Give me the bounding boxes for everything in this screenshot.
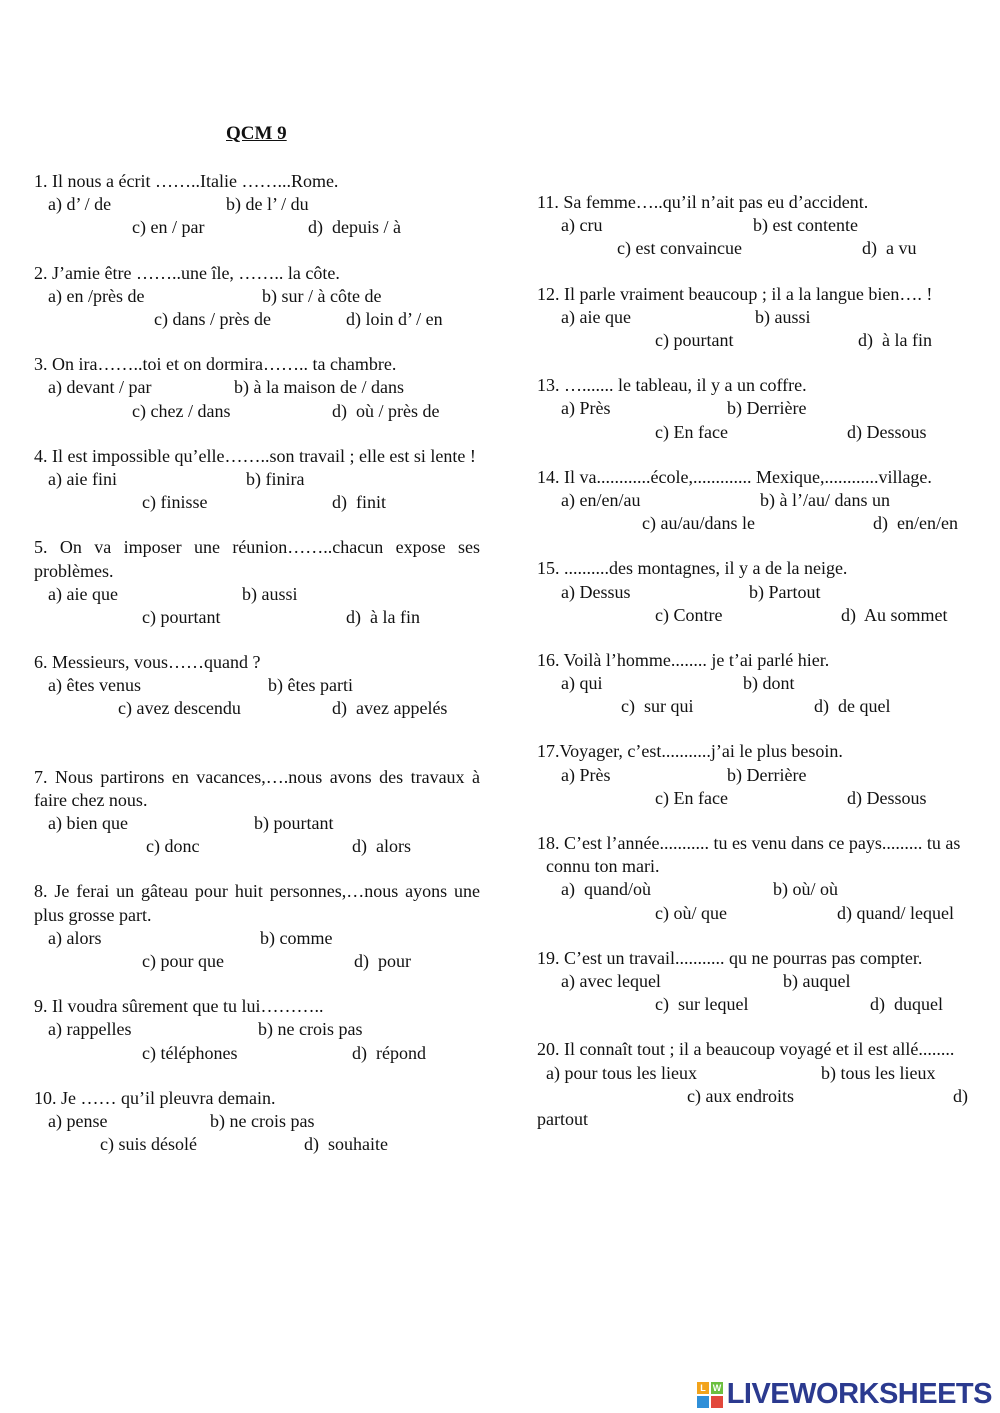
answer-option[interactable]: c) suis désolé <box>100 1134 197 1155</box>
left-question-5 <box>34 536 480 629</box>
right-question-1 <box>537 191 968 261</box>
options-row-2 <box>537 1085 968 1108</box>
answer-option[interactable]: d) finit <box>332 492 386 513</box>
right-question-10 <box>537 1038 968 1131</box>
options-row-2 <box>34 1042 480 1065</box>
answer-option[interactable]: a) pense <box>48 1111 108 1132</box>
answer-option[interactable]: b) auquel <box>783 971 851 992</box>
brand-name: LIVEWORKSHEETS <box>726 1378 992 1410</box>
options-row-2 <box>537 512 968 535</box>
options-row-2 <box>34 606 480 629</box>
answer-option[interactable]: c) pourtant <box>142 606 221 627</box>
answer-option[interactable]: b) êtes parti <box>268 675 353 696</box>
right-question-6 <box>537 649 968 719</box>
answer-option[interactable]: d) répond <box>352 1042 426 1063</box>
question-stem: 2. J’amie être ……..une île, …….. la côte. <box>34 262 340 283</box>
options-row-1 <box>537 397 968 420</box>
answer-option[interactable]: b) aussi <box>242 583 298 604</box>
answer-option-continued[interactable]: partout <box>537 1108 588 1129</box>
right-column <box>537 191 968 1131</box>
answer-option[interactable]: c) est convaincue <box>617 238 742 259</box>
options-row-2 <box>537 604 968 627</box>
page-title: QCM 9 <box>226 123 287 144</box>
answer-option[interactable]: c) téléphones <box>142 1042 238 1063</box>
left-question-3 <box>34 353 480 423</box>
question-stem: 11. Sa femme…..qu’il n’ait pas eu d’accident. <box>537 192 869 212</box>
question-stem: 8. Je ferai un gâteau pour huit personnes,…nous ayons une plus grosse part. <box>34 881 480 925</box>
options-row-1 <box>537 214 968 237</box>
options-row-2 <box>34 697 480 720</box>
right-question-7 <box>537 740 968 810</box>
answer-option[interactable]: d) à la fin <box>858 329 932 350</box>
options-row-2 <box>34 1133 480 1156</box>
right-question-3 <box>537 374 968 444</box>
answer-option[interactable]: b) aussi <box>755 306 811 327</box>
answer-option[interactable]: d) Dessous <box>847 787 927 808</box>
answer-option[interactable]: a) quand/où <box>561 879 651 900</box>
answer-option[interactable]: a) Dessus <box>561 581 631 602</box>
question-stem: 16. Voilà l’homme........ je t’ai parlé hier. <box>537 649 830 670</box>
logo-icon: L W <box>697 1382 723 1408</box>
answer-option[interactable]: a) aie fini <box>48 468 117 489</box>
answer-option[interactable]: c) pourtant <box>655 329 734 350</box>
options-row-1 <box>537 672 968 695</box>
answer-option[interactable]: b) comme <box>260 927 333 948</box>
answer-option[interactable]: d) Dessous <box>847 421 927 442</box>
answer-option[interactable]: c) En face <box>655 421 728 442</box>
question-stem: 10. Je …… qu’il pleuvra demain. <box>34 1087 276 1108</box>
answer-option[interactable]: d) en/en/en <box>873 513 958 534</box>
answer-option[interactable]: b) ne crois pas <box>210 1111 315 1132</box>
answer-option[interactable]: a) êtes venus <box>48 675 141 696</box>
answer-option[interactable]: d) alors <box>352 836 411 857</box>
options-row-1 <box>34 285 480 308</box>
answer-option[interactable]: b) sur / à côte de <box>262 285 382 306</box>
answer-option[interactable]: c) En face <box>655 787 728 808</box>
answer-option[interactable]: a) en /près de <box>48 285 145 306</box>
question-stem: 14. Il va............école,............. Mexique,............village. <box>537 466 932 487</box>
question-stem: 20. Il connaît tout ; il a beaucoup voyagé et il est allé........ <box>537 1039 955 1060</box>
options-row-1 <box>34 468 480 491</box>
options-row-2 <box>537 787 968 810</box>
options-row-2 <box>537 993 968 1016</box>
answer-option[interactable]: b) Derrière <box>727 398 807 419</box>
question-stem: 4. Il est impossible qu’elle……..son travail ; elle est si lente ! <box>34 445 476 466</box>
answer-option[interactable]: d) de quel <box>814 696 891 717</box>
options-row-2 <box>34 835 480 858</box>
answer-option[interactable]: c) aux endroits <box>687 1085 794 1106</box>
answer-option[interactable]: c) en / par <box>132 217 205 238</box>
answer-option[interactable]: a) Près <box>561 764 611 785</box>
answer-option[interactable]: d) depuis / à <box>308 217 401 238</box>
options-row-1 <box>34 812 480 835</box>
right-question-5 <box>537 557 968 627</box>
answer-option[interactable]: b) à la maison de / dans <box>234 377 404 398</box>
answer-option[interactable]: b) ne crois pas <box>258 1019 363 1040</box>
answer-option[interactable]: b) de l’ / du <box>226 194 309 215</box>
answer-option[interactable]: a) cru <box>561 215 603 236</box>
answer-option[interactable]: d) <box>953 1085 968 1106</box>
answer-option[interactable]: b) pourtant <box>254 813 334 834</box>
answer-option[interactable]: a) d’ / de <box>48 194 112 215</box>
right-question-4 <box>537 466 968 536</box>
options-row-2 <box>34 491 480 514</box>
options-row-2 <box>537 237 968 260</box>
question-stem: 15. ..........des montagnes, il y a de la neige. <box>537 558 848 579</box>
answer-option[interactable]: d) où / près de <box>332 400 440 421</box>
question-stem: 3. On ira……..toi et on dormira…….. ta chambre. <box>34 354 397 375</box>
answer-option[interactable]: c) dans / près de <box>154 308 271 329</box>
left-column <box>34 170 480 1156</box>
left-question-10 <box>34 1087 480 1157</box>
answer-option[interactable]: c) chez / dans <box>132 400 231 421</box>
answer-option[interactable]: a) Près <box>561 398 611 419</box>
options-row-2 <box>537 329 968 352</box>
question-stem: 19. C’est un travail........... qu ne pourras pas compter. <box>537 947 923 968</box>
answer-option[interactable]: c) pour que <box>142 951 224 972</box>
answer-option[interactable]: b) tous les lieux <box>821 1062 936 1083</box>
question-stem: 6. Messieurs, vous……quand ? <box>34 652 261 673</box>
options-row-1 <box>537 970 968 993</box>
answer-option[interactable]: a) aie que <box>48 583 118 604</box>
answer-option[interactable]: d) a vu <box>862 238 917 259</box>
answer-option[interactable]: c) sur lequel <box>655 994 749 1015</box>
question-stem: 1. Il nous a écrit ……..Italie ……...Rome. <box>34 171 339 191</box>
left-question-6 <box>34 651 480 721</box>
options-row-3 <box>537 1108 968 1131</box>
answer-option[interactable]: a) qui <box>561 673 603 694</box>
answer-option[interactable]: a) aie que <box>561 306 631 327</box>
options-row-1 <box>537 489 968 512</box>
answer-option[interactable]: d) souhaite <box>304 1134 388 1155</box>
question-stem: 12. Il parle vraiment beaucoup ; il a la langue bien…. ! <box>537 283 933 304</box>
question-stem: 13. …....... le tableau, il y a un coffre. <box>537 375 807 396</box>
answer-option[interactable]: c) avez descendu <box>118 698 241 719</box>
options-row-1 <box>34 193 480 216</box>
answer-option[interactable]: d) quand/ lequel <box>837 902 954 923</box>
right-question-8 <box>537 832 968 925</box>
left-question-7 <box>34 766 480 859</box>
answer-option[interactable]: a) pour tous les lieux <box>546 1062 697 1083</box>
options-row-2 <box>34 216 480 239</box>
options-row-1 <box>537 1062 968 1085</box>
options-row-2 <box>34 400 480 423</box>
answer-option[interactable]: d) pour <box>354 951 411 972</box>
options-row-1 <box>34 1018 480 1041</box>
options-row-1 <box>34 674 480 697</box>
right-question-9 <box>537 947 968 1017</box>
options-row-2 <box>537 902 968 925</box>
left-question-8 <box>34 880 480 973</box>
options-row-1 <box>34 927 480 950</box>
answer-option[interactable]: c) donc <box>146 836 200 857</box>
answer-option[interactable]: c) finisse <box>142 492 208 513</box>
options-row-1 <box>537 764 968 787</box>
options-row-1 <box>34 583 480 606</box>
answer-option[interactable]: b) Partout <box>749 581 821 602</box>
options-row-1 <box>537 581 968 604</box>
answer-option[interactable]: d) duquel <box>870 994 943 1015</box>
answer-option[interactable]: c) au/au/dans le <box>642 513 755 534</box>
answer-option[interactable]: b) dont <box>743 673 795 694</box>
answer-option[interactable]: b) Derrière <box>727 764 807 785</box>
options-row-2 <box>537 695 968 718</box>
question-stem: 17.Voyager, c’est...........j’ai le plus besoin. <box>537 741 843 762</box>
answer-option[interactable]: c) où/ que <box>655 902 727 923</box>
left-question-2 <box>34 262 480 332</box>
question-stem: 5. On va imposer une réunion……..chacun expose ses problèmes. <box>34 537 480 581</box>
options-row-2 <box>34 308 480 331</box>
answer-option[interactable]: c) Contre <box>655 604 723 625</box>
options-row-1 <box>537 878 968 901</box>
question-stem: 18. C’est l’année........... tu es venu dans ce pays......... tu as connu ton mari. <box>537 833 961 877</box>
options-row-2 <box>34 950 480 973</box>
left-question-1 <box>34 170 480 240</box>
answer-option[interactable]: a) rappelles <box>48 1019 132 1040</box>
left-question-4 <box>34 445 480 515</box>
answer-option[interactable]: a) en/en/au <box>561 489 641 510</box>
options-row-2 <box>537 421 968 444</box>
question-stem: 9. Il voudra sûrement que tu lui……….. <box>34 996 324 1017</box>
answer-option[interactable]: a) bien que <box>48 813 128 834</box>
answer-option[interactable]: d) Au sommet <box>841 604 948 625</box>
answer-option[interactable]: a) alors <box>48 927 102 948</box>
answer-option[interactable]: b) où/ où <box>773 879 838 900</box>
answer-option[interactable]: b) est contente <box>753 215 858 236</box>
right-question-2 <box>537 283 968 353</box>
left-question-9 <box>34 995 480 1065</box>
answer-option[interactable]: b) à l’/au/ dans un <box>760 489 890 510</box>
liveworksheets-logo[interactable] <box>697 1378 992 1411</box>
options-row-1 <box>34 376 480 399</box>
answer-option[interactable]: a) devant / par <box>48 377 152 398</box>
answer-option[interactable]: b) finira <box>246 468 305 489</box>
answer-option[interactable]: d) avez appelés <box>332 698 448 719</box>
answer-option[interactable]: c) sur qui <box>621 696 694 717</box>
answer-option[interactable]: d) loin d’ / en <box>346 308 443 329</box>
answer-option[interactable]: a) avec lequel <box>561 971 661 992</box>
answer-option[interactable]: d) à la fin <box>346 606 420 627</box>
options-row-1 <box>34 1110 480 1133</box>
question-stem: 7. Nous partirons en vacances,….nous avons des travaux à faire chez nous. <box>34 766 480 810</box>
options-row-1 <box>537 306 968 329</box>
